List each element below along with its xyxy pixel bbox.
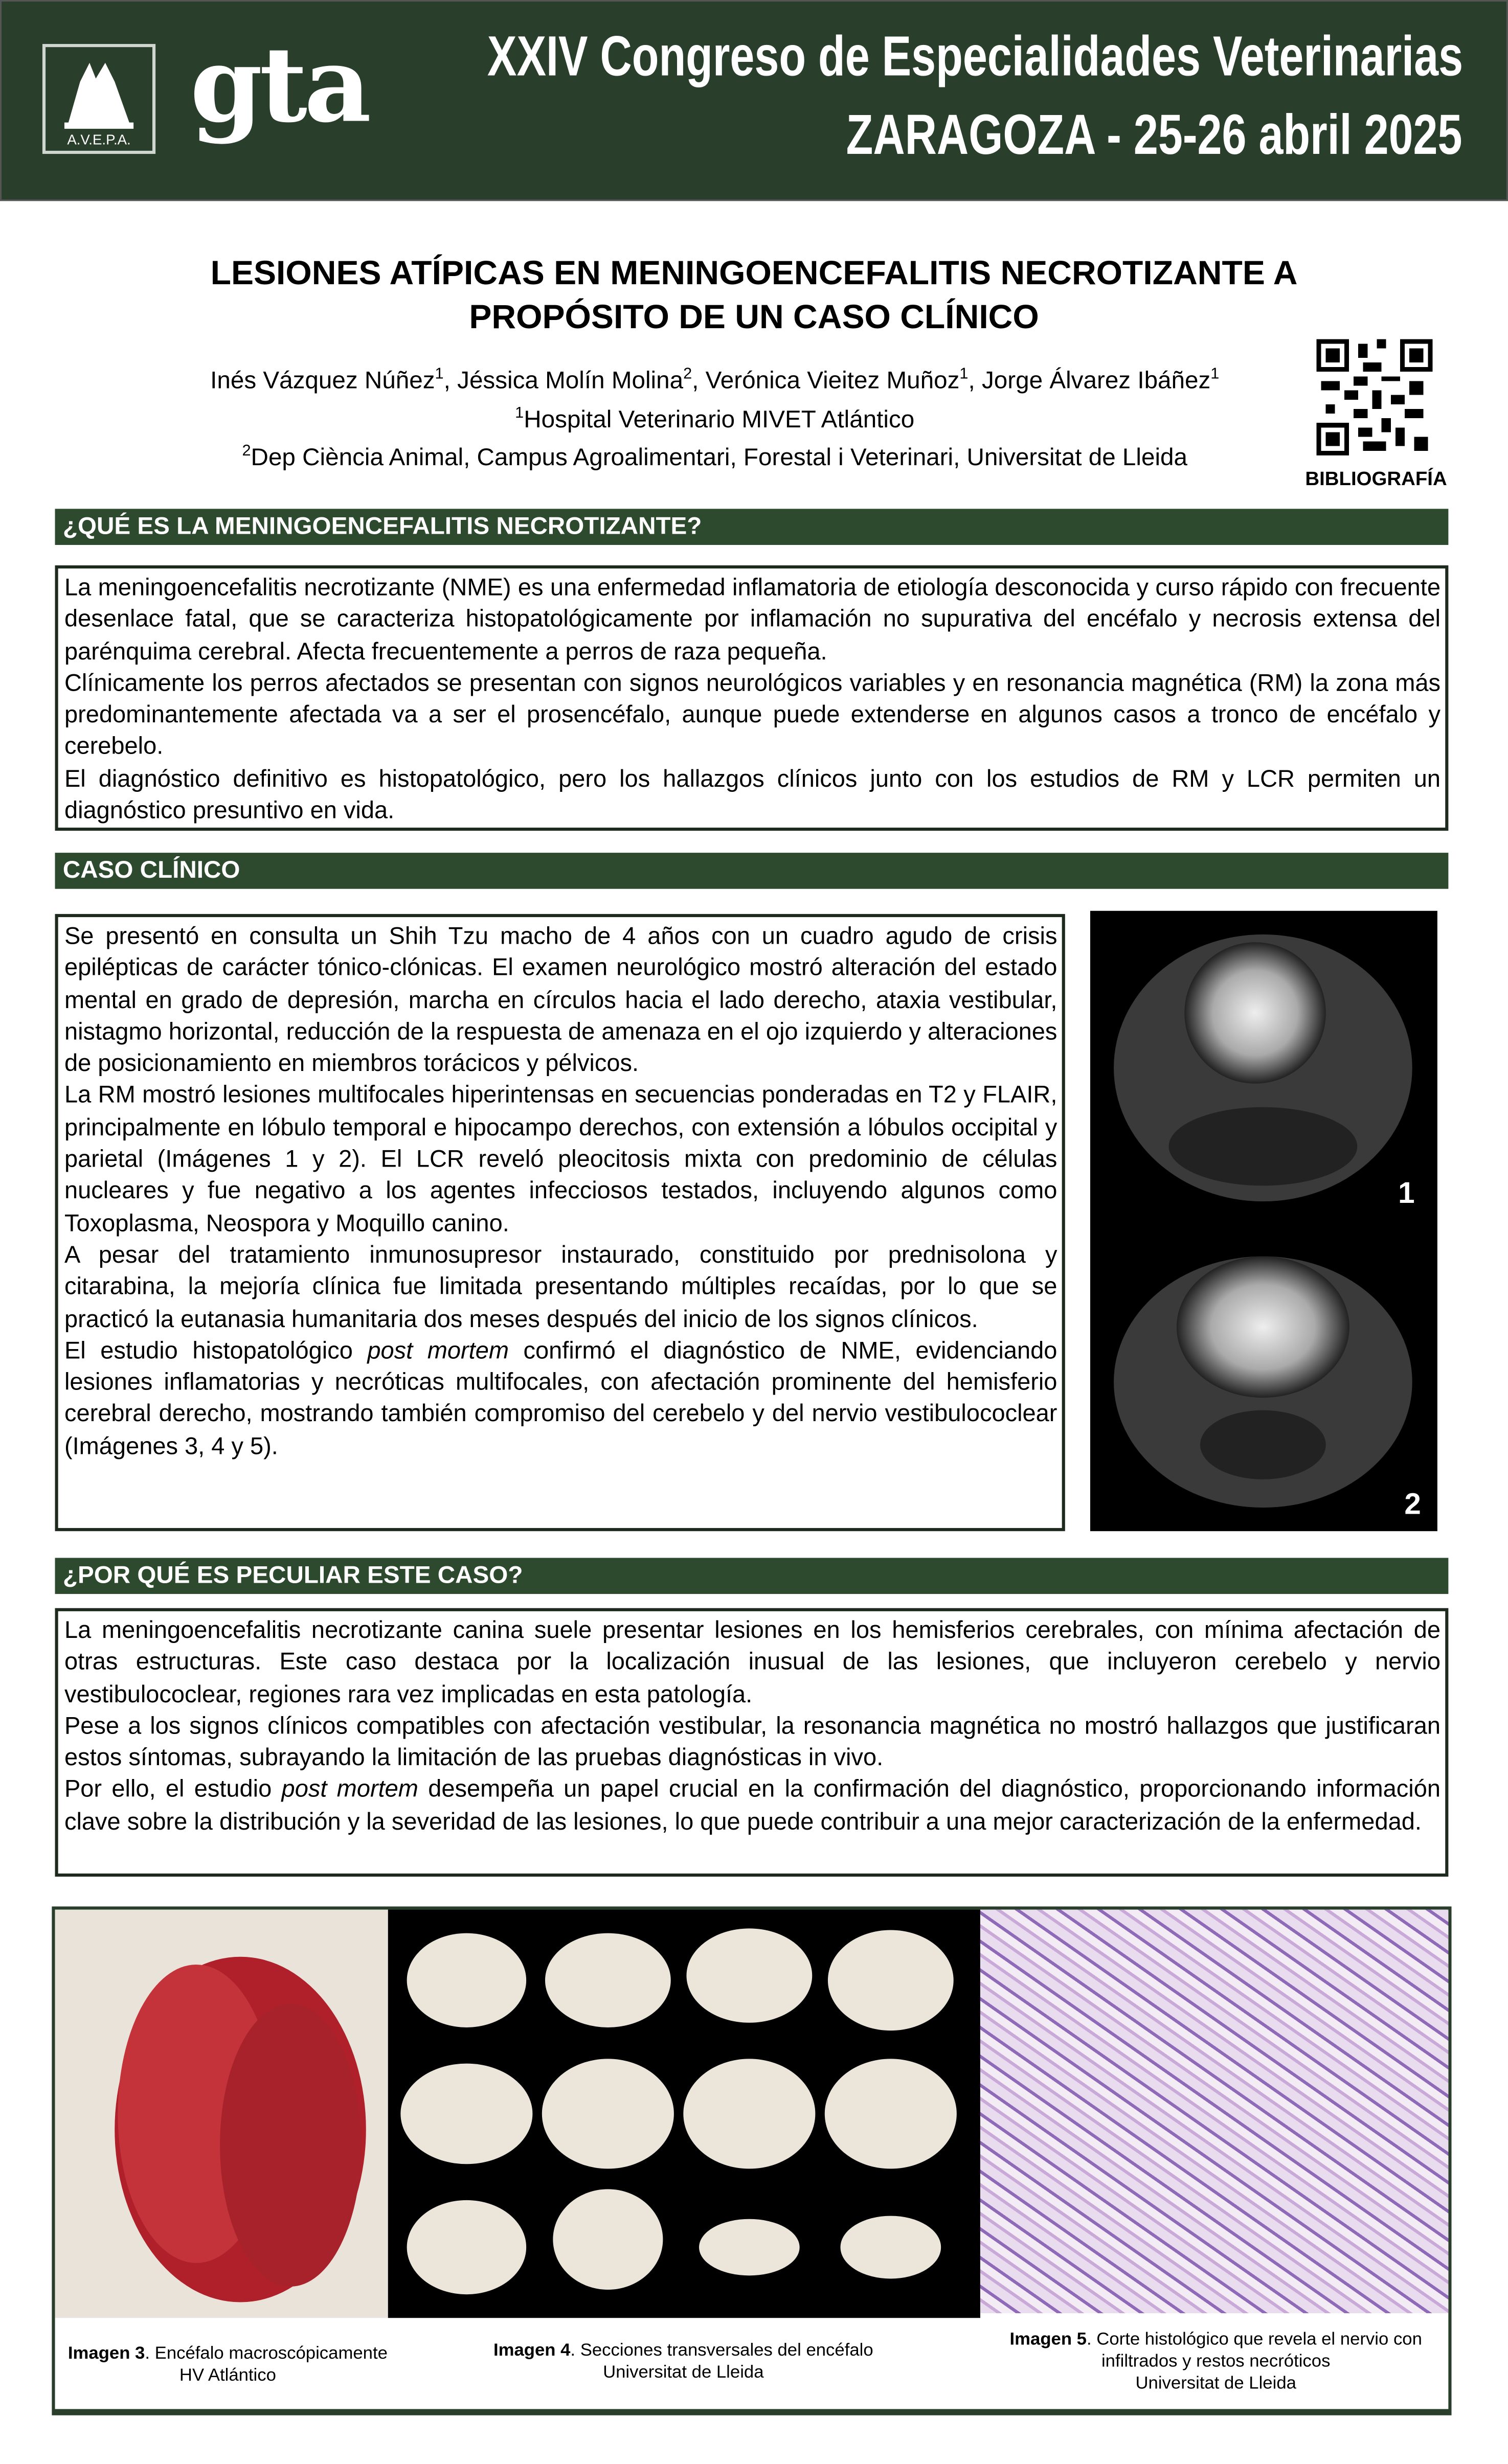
mri-label-2: 2 xyxy=(1404,1489,1421,1522)
histology-photo xyxy=(980,1910,1448,2314)
paragraph: A pesar del tratamiento inmunosupresor instaurado, constituido por prednisolona y citarabina, la mejoría clínica fue limitada presentando múltiples recaídas, por lo que se practicó la eutanasia humanitaria dos meses después del inicio de los signos clínicos. xyxy=(64,1242,1057,1333)
paragraph: Pese a los signos clínicos compatibles con afectación vestibular, la resonancia magnética no mostró hallazgos que justificaran estos síntomas, subrayando la limitación de las pruebas diagnósticas in vivo. xyxy=(64,1713,1441,1772)
section-body-what-is xyxy=(55,565,1449,831)
mri-label-1: 1 xyxy=(1398,1178,1415,1211)
brain-photo xyxy=(55,1910,388,2318)
title-line-2: PROPÓSITO DE UN CASO CLÍNICO xyxy=(469,298,1039,336)
congress-header xyxy=(0,0,1508,201)
section-heading-what-is: ¿QUÉ ES LA MENINGOENCEFALITIS NECROTIZANTE? xyxy=(55,509,1449,545)
affiliation-2: $^2$Dep Ciència Animal, Campus Agroalimentari, Forestal i Veterinari, Universitat de Lleida xyxy=(242,443,1187,472)
section-body-case xyxy=(55,914,1065,1531)
paragraph: La RM mostró lesiones multifocales hiperintensas en secuencias ponderadas en T2 y FLAIR, principalmente en lóbulo temporal e hipocampo derechos, con extensión a lóbulos occipital y parietal (Imágenes 1 y 2). El LCR reveló pleocitosis mixta con predominio de células nucleares y fue negativo a los agentes infecciosos testados, incluyendo algunos como Toxoplasma, Neospora y Moquillo canino. xyxy=(64,1083,1057,1237)
author-list: Inés Vázquez Núñez$^1$, Jéssica Molín Molina$^2$, Verónica Vieitez Muñoz$^1$, Jorge Álvarez Ibáñez$^1$ xyxy=(210,366,1220,395)
brain-sections-photo xyxy=(388,1910,980,2318)
avepa-logo xyxy=(42,44,155,154)
section-heading-case: CASO CLÍNICO xyxy=(55,853,1449,889)
mri-images xyxy=(1090,911,1437,1531)
gta-logo: gta xyxy=(190,24,369,146)
section-heading-peculiar: ¿POR QUÉ ES PECULIAR ESTE CASO? xyxy=(55,1558,1449,1594)
poster-title xyxy=(0,252,1508,339)
paragraph: Por ello, el estudio post mortem desempeña un papel crucial en la confirmación del diagnóstico, proporcionando información clave sobre la distribución y la severidad de las lesiones, lo que puede contribuir a una mejor caracterización de la enfermedad. xyxy=(64,1776,1441,1836)
congress-name: XXIV Congreso de Especialidades Veterinarias xyxy=(486,24,1463,88)
paragraph: Clínicamente los perros afectados se presentan con signos neurológicos variables y en resonancia magnética (RM) la zona más predominantemente afectada va a ser el prosencéfalo, aunque puede extenderse en algunos casos a tronco de encéfalo y cerebelo. xyxy=(64,670,1441,761)
paragraph: El estudio histopatológico post mortem confirmó el diagnóstico de NME, evidenciando lesiones inflamatorias y necróticas multifocales, con afectación prominente del hemisferio cerebral derecho, mostrando también compromiso del cerebelo y del nervio vestibulococlear (Imágenes 3, 4 y 5). xyxy=(64,1337,1057,1461)
authors-block xyxy=(94,359,1335,475)
section-body-peculiar xyxy=(55,1608,1449,1877)
paragraph: Se presentó en consulta un Shih Tzu macho de 4 años con un cuadro agudo de crisis epilépticas de carácter tónico-clónicas. El examen neurológico mostró alteración del estado mental en grado de depresión, marcha en círculos hacia el lado derecho, ataxia vestibular, nistagmo horizontal, reducción de la respuesta de amenaza en el ojo izquierdo y alteraciones de posicionamiento en miembros torácicos y pélvicos. xyxy=(64,923,1057,1078)
paragraph: El diagnóstico definitivo es histopatológico, pero los hallazgos clínicos junto con los estudios de RM y LCR permiten un diagnóstico presuntivo en vida. xyxy=(64,766,1441,825)
bibliography-label: BIBLIOGRAFÍA xyxy=(1305,468,1447,490)
caption-image-4: Imagen 4. Secciones transversales del encéfalo Universitat de Lleida xyxy=(493,2341,873,2383)
title-line-1: LESIONES ATÍPICAS EN MENINGOENCEFALITIS NECROTIZANTE A xyxy=(210,254,1298,292)
congress-location-date: ZARAGOZA - 25-26 abril 2025 xyxy=(846,102,1463,167)
paragraph: La meningoencefalitis necrotizante (NME) es una enfermedad inflamatoria de etiología desconocida y curso rápido con frecuente desenlace fatal, que se caracteriza histopatológicamente por inflamación no supurativa del encéfalo y necrosis extensa del parénquima cerebral. Afecta frecuentemente a perros de raza pequeña. xyxy=(64,575,1441,666)
affiliation-1: $^1$Hospital Veterinario MIVET Atlántico xyxy=(515,404,915,434)
svg-text:A.V.E.P.A.: A.V.E.P.A. xyxy=(67,131,131,148)
paragraph: La meningoencefalitis necrotizante canina suele presentar lesiones en los hemisferios cerebrales, con mínima afectación de otras estructuras. Este caso destaca por la localización inusual de las lesiones, que incluyeron cerebelo y nervio vestibulococlear, regiones rara vez implicadas en esta patología. xyxy=(64,1617,1441,1708)
caption-image-5: Imagen 5. Corte histológico que revela el nervio con infiltrados y restos necróticos Universitat de Lleida xyxy=(1009,2330,1422,2393)
qr-code[interactable] xyxy=(1316,339,1432,455)
caption-image-3: Imagen 3. Encéfalo macroscópicamente HV Atlántico xyxy=(67,2344,388,2386)
